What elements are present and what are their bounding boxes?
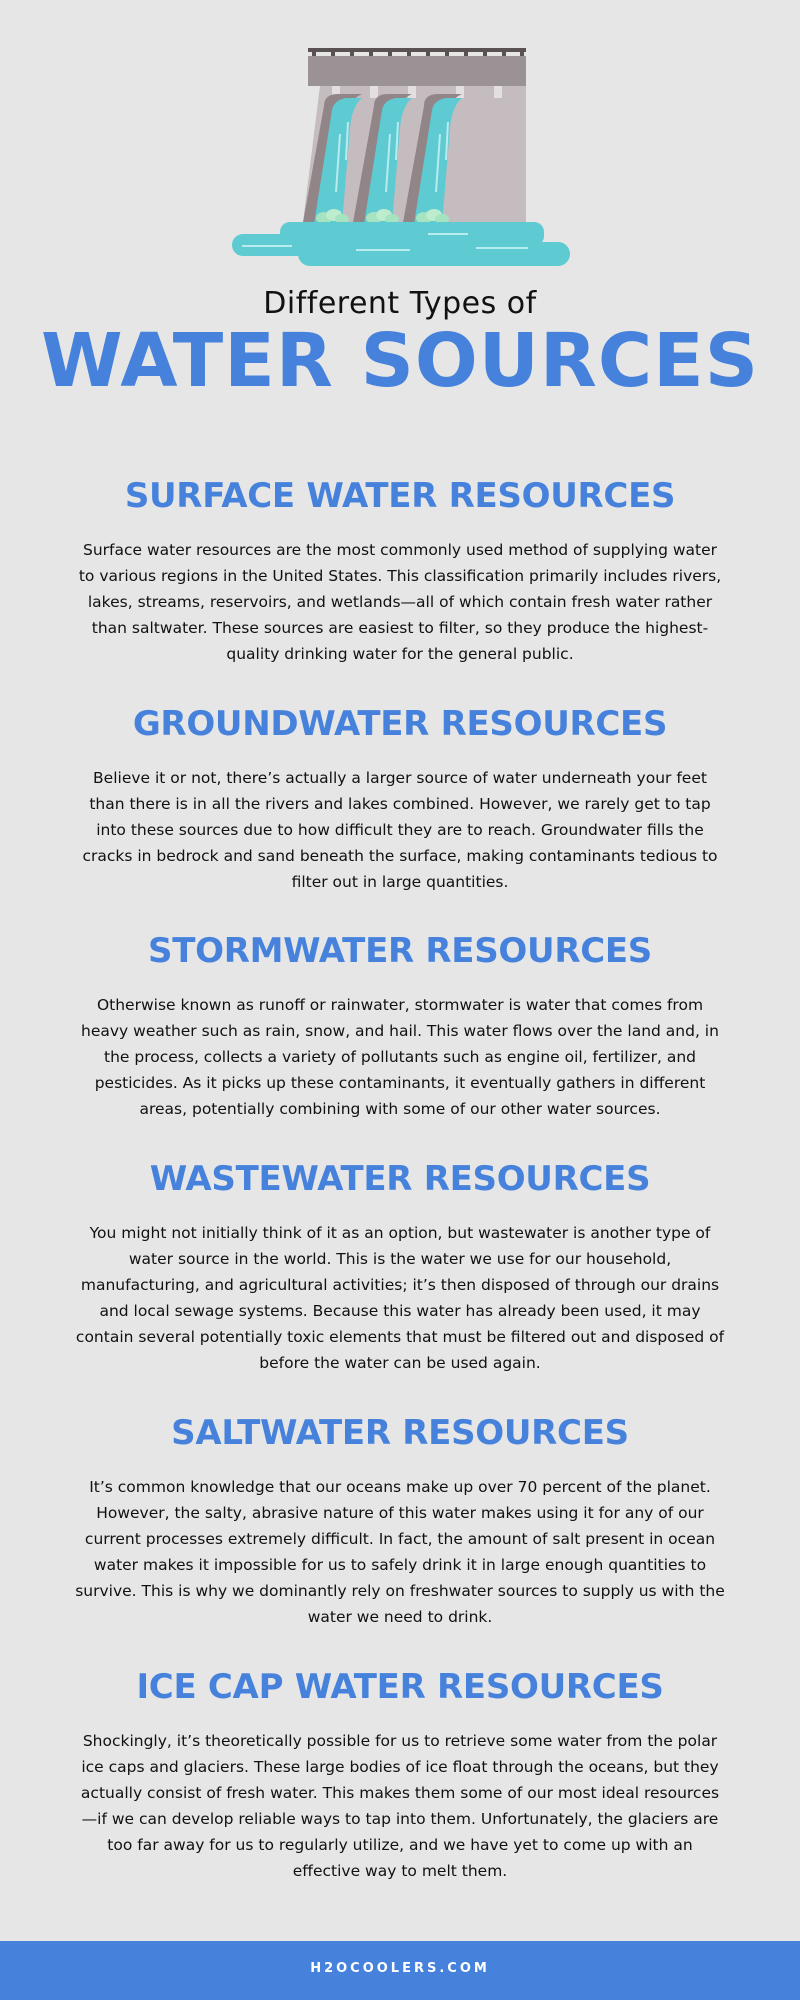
section-groundwater: [0, 699, 800, 895]
infographic-subtitle: Different Types of: [263, 286, 537, 321]
section-heading: WASTEWATER RESOURCES: [149, 1159, 651, 1199]
infographic-title: WATER SOURCES: [40, 318, 760, 404]
hero-header: [0, 0, 800, 420]
section-stormwater: [0, 926, 800, 1122]
section-body: Surface water resources are the most commonly used method of supplying water to various regions in the United States. This classification primarily includes rivers, lakes, streams, reservoirs, and wetlands—all of which contain fresh water rather than saltwater. These sources are easiest to filter, so they produce the highest-quality drinking water for the general public.: [78, 541, 722, 663]
section-wastewater: [0, 1154, 800, 1376]
section-heading: GROUNDWATER RESOURCES: [132, 704, 668, 744]
dam-waterfall-illustration: [228, 42, 572, 270]
section-surface-water: [0, 471, 800, 667]
section-body: You might not initially think of it as an option, but wastewater is another type of water source in the world. This is the water we use for our household, manufacturing, and agricultural activities; it’s then disposed of through our drains and local sewage systems. Because this water has already been used, it may contain several potentially toxic elements that must be filtered out and disposed of before the water can be used again.: [75, 1224, 725, 1372]
section-heading: SURFACE WATER RESOURCES: [124, 476, 676, 516]
section-body: It’s common knowledge that our oceans make up over 70 percent of the planet. However, the salty, abrasive nature of this water makes using it for any of our current processes extremely difficult. In fact, the amount of salt present in ocean water makes it impossible for us to safely drink it in large enough quantities to survive. This is why we dominantly rely on freshwater sources to supply us with the water we need to drink.: [75, 1478, 725, 1626]
section-body: Shockingly, it’s theoretically possible for us to retrieve some water from the polar ice caps and glaciers. These large bodies of ice float through the oceans, but they actually consist of fresh water. This makes them some of our most ideal resources—if we can develop reliable ways to tap into them. Unfortunately, the glaciers are too far away for us to regularly utilize, and we have yet to come up with an effective way to melt them.: [80, 1732, 720, 1880]
section-heading: SALTWATER RESOURCES: [171, 1413, 629, 1453]
section-heading: STORMWATER RESOURCES: [148, 931, 652, 971]
section-ice-cap-water: [0, 1662, 800, 1884]
section-saltwater: [0, 1408, 800, 1630]
footer-site-link[interactable]: H2OCOOLERS.COM: [310, 1961, 490, 1976]
footer-bar: [0, 1941, 800, 2000]
section-body: Otherwise known as runoff or rainwater, stormwater is water that comes from heavy weather such as rain, snow, and hail. This water flows over the land and, in the process, collects a variety of pollutants such as engine oil, fertilizer, and pesticides. As it picks up these contaminants, it eventually gathers in different areas, potentially combining with some of our other water sources.: [81, 996, 719, 1118]
section-heading: ICE CAP WATER RESOURCES: [136, 1667, 664, 1707]
section-body: Believe it or not, there’s actually a larger source of water underneath your feet than there is in all the rivers and lakes combined. However, we rarely get to tap into these sources due to how difficult they are to reach. Groundwater fills the cracks in bedrock and sand beneath the surface, making contaminants tedious to filter out in large quantities.: [82, 769, 718, 891]
